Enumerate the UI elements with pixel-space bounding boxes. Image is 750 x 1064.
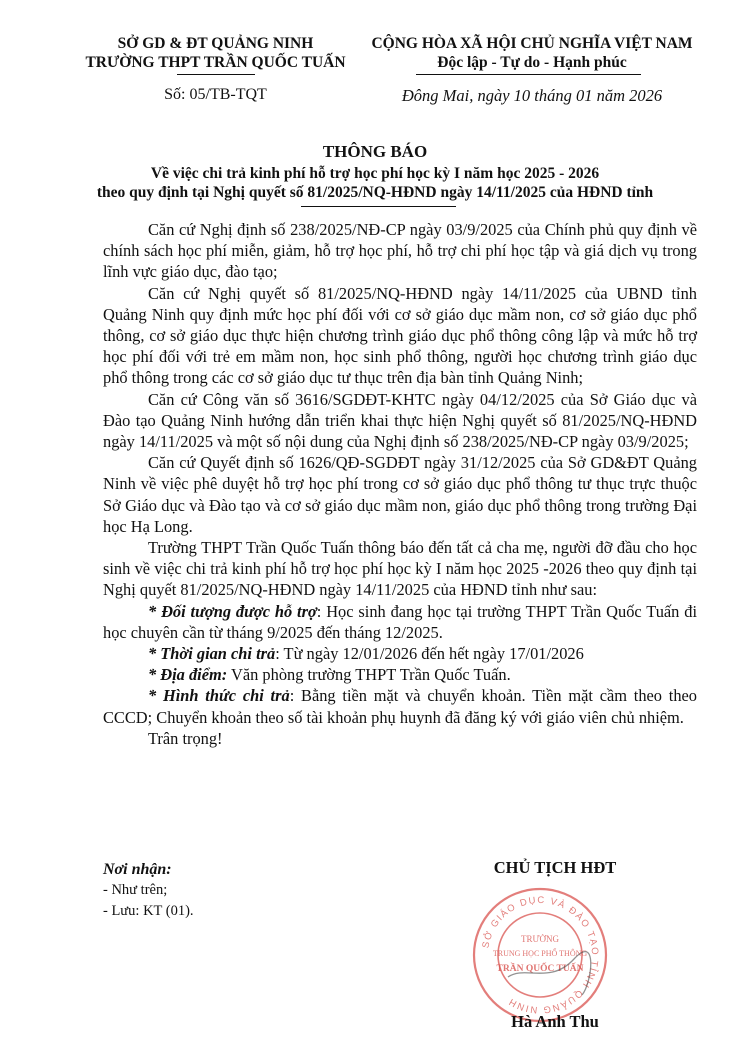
- seal-line-1: TRƯỜNG: [521, 934, 559, 944]
- subtitle-line-2: theo quy định tại Nghị quyết số 81/2025/NQ-HĐND ngày 14/11/2025 của HĐND tỉnh: [96, 184, 654, 201]
- item-beneficiaries-text: : Học sinh đang học tại trường THPT Trần Quốc Tuấn đi học chuyên cần từ tháng 9/2025 đến tháng 12/2025.: [103, 601, 697, 642]
- item-payment-method-label: * Hình thức chi trả: [148, 686, 290, 706]
- recipients-heading: Nơi nhận:: [103, 861, 172, 878]
- recipient-item: - Như trên;: [103, 882, 168, 898]
- document-subtitle: [40, 164, 710, 202]
- school-name: TRƯỜNG THPT TRẦN QUỐC TUẤN: [85, 54, 346, 71]
- seal-graphic: [470, 885, 610, 1025]
- country-name: CỘNG HÒA XÃ HỘI CHỦ NGHĨA VIỆT NAM: [371, 35, 693, 52]
- paragraph-basis-3: Căn cứ Công văn số 3616/SGDĐT-KHTC ngày 04/12/2025 của Sở Giáo dục và Đào tạo Quảng Ninh hướng dẫn triển khai thực hiện Nghị quyết số 81/2025/NQ-HĐND ngày 14/11/2025 và một số nội dung của Nghị định số 238/2025/NĐ-CP ngày 03/9/2025;: [103, 389, 697, 452]
- item-payment-time-label: * Thời gian chi trả: [148, 644, 276, 664]
- seal-line-3: TRẦN QUỐC TUẤN: [496, 964, 584, 974]
- recipients-block: [103, 859, 363, 922]
- date-line: Đông Mai, ngày 10 tháng 01 năm 2026: [401, 86, 663, 105]
- divider-right: [416, 74, 641, 75]
- item-payment-method-text: : Bằng tiền mặt và chuyển khoản. Tiền mặt cầm theo theo CCCD; Chuyển khoản theo số tài khoản phụ huynh đã đăng ký với giáo viên chủ nhiệm.: [103, 686, 697, 727]
- item-location: [103, 664, 697, 685]
- divider-left: [177, 74, 255, 75]
- subtitle-line-1: Về việc chi trả kinh phí hỗ trợ học phí học kỳ I năm học 2025 - 2026: [150, 165, 600, 182]
- item-payment-time: [103, 643, 697, 664]
- document-number: Số: 05/TB-TQT: [164, 86, 267, 103]
- paragraph-announcement: Trường THPT Trần Quốc Tuấn thông báo đến tất cả cha mẹ, người đỡ đầu cho học sinh về việc chi trả kinh phí hỗ trợ học phí học kỳ I năm học 2025 -2026 theo quy định tại Nghị quyết 81/2025/NQ-HĐND ngày 14/11/2025 của HĐND tỉnh như sau:: [103, 538, 697, 600]
- item-payment-method: [103, 685, 697, 727]
- recipient-item: - Lưu: KT (01).: [103, 903, 194, 919]
- paragraph-basis-2: Căn cứ Nghị quyết số 81/2025/NQ-HĐND ngày 14/11/2025 của UBND tỉnh Quảng Ninh quy định mức học phí đối với cơ sở giáo dục mầm non, cơ sở giáo dục phổ thông, cơ sở giáo dục thực hiện chương trình giáo dục phổ thông công lập và mức hỗ trợ học phí đối với trẻ em mầm non, học sinh phổ thông, người học chương trình giáo dục phổ thông trong các cơ sở giáo dục tư thục trên địa bàn tỉnh Quảng Ninh;: [103, 283, 697, 388]
- item-location-text: Văn phòng trường THPT Trần Quốc Tuấn.: [227, 665, 511, 685]
- seal-ring-text: SỞ GIÁO DỤC VÀ ĐÀO TẠO TỈNH QUẢNG NINH: [480, 894, 601, 1016]
- national-motto: Độc lập - Tự do - Hạnh phúc: [437, 54, 627, 71]
- signer-name: Hà Anh Thu: [511, 1012, 599, 1031]
- paragraph-basis-4: Căn cứ Quyết định số 1626/QĐ-SGDĐT ngày 31/12/2025 của Sở GD&ĐT Quảng Ninh về việc phê duyệt hỗ trợ học phí trong cơ sở giáo dục phổ thông tư thục trực thuộc Sở Giáo dục và Đào tạo và cơ sở giáo dục mầm non, giáo dục phổ thông trong trường Đại học Hạ Long.: [103, 453, 697, 536]
- item-payment-time-text: : Từ ngày 12/01/2026 đến hết ngày 17/01/2026: [275, 644, 584, 664]
- department-name: SỞ GD & ĐT QUẢNG NINH: [117, 35, 314, 52]
- document-body: [103, 219, 697, 749]
- closing-remark: Trân trọng!: [148, 728, 223, 748]
- header-national: [352, 34, 712, 72]
- item-beneficiaries: [103, 601, 697, 643]
- paragraph-basis-1: Căn cứ Nghị định số 238/2025/NĐ-CP ngày 03/9/2025 của Chính phủ quy định về chính sách học phí miễn, giảm, hỗ trợ học phí, hỗ trợ chi phí học tập và giá dịch vụ trong lĩnh vực giáo dục, đào tạo;: [103, 220, 697, 282]
- divider-title: [301, 206, 456, 207]
- item-location-label: * Địa điểm:: [148, 665, 228, 685]
- header-organization: [78, 34, 353, 72]
- document-title: THÔNG BÁO: [322, 142, 428, 161]
- official-seal: [470, 885, 610, 1025]
- item-beneficiaries-label: * Đối tượng được hỗ trợ: [148, 601, 317, 621]
- seal-line-2: TRUNG HỌC PHỔ THÔNG: [492, 949, 588, 958]
- signer-title: CHỦ TỊCH HĐT: [493, 858, 617, 877]
